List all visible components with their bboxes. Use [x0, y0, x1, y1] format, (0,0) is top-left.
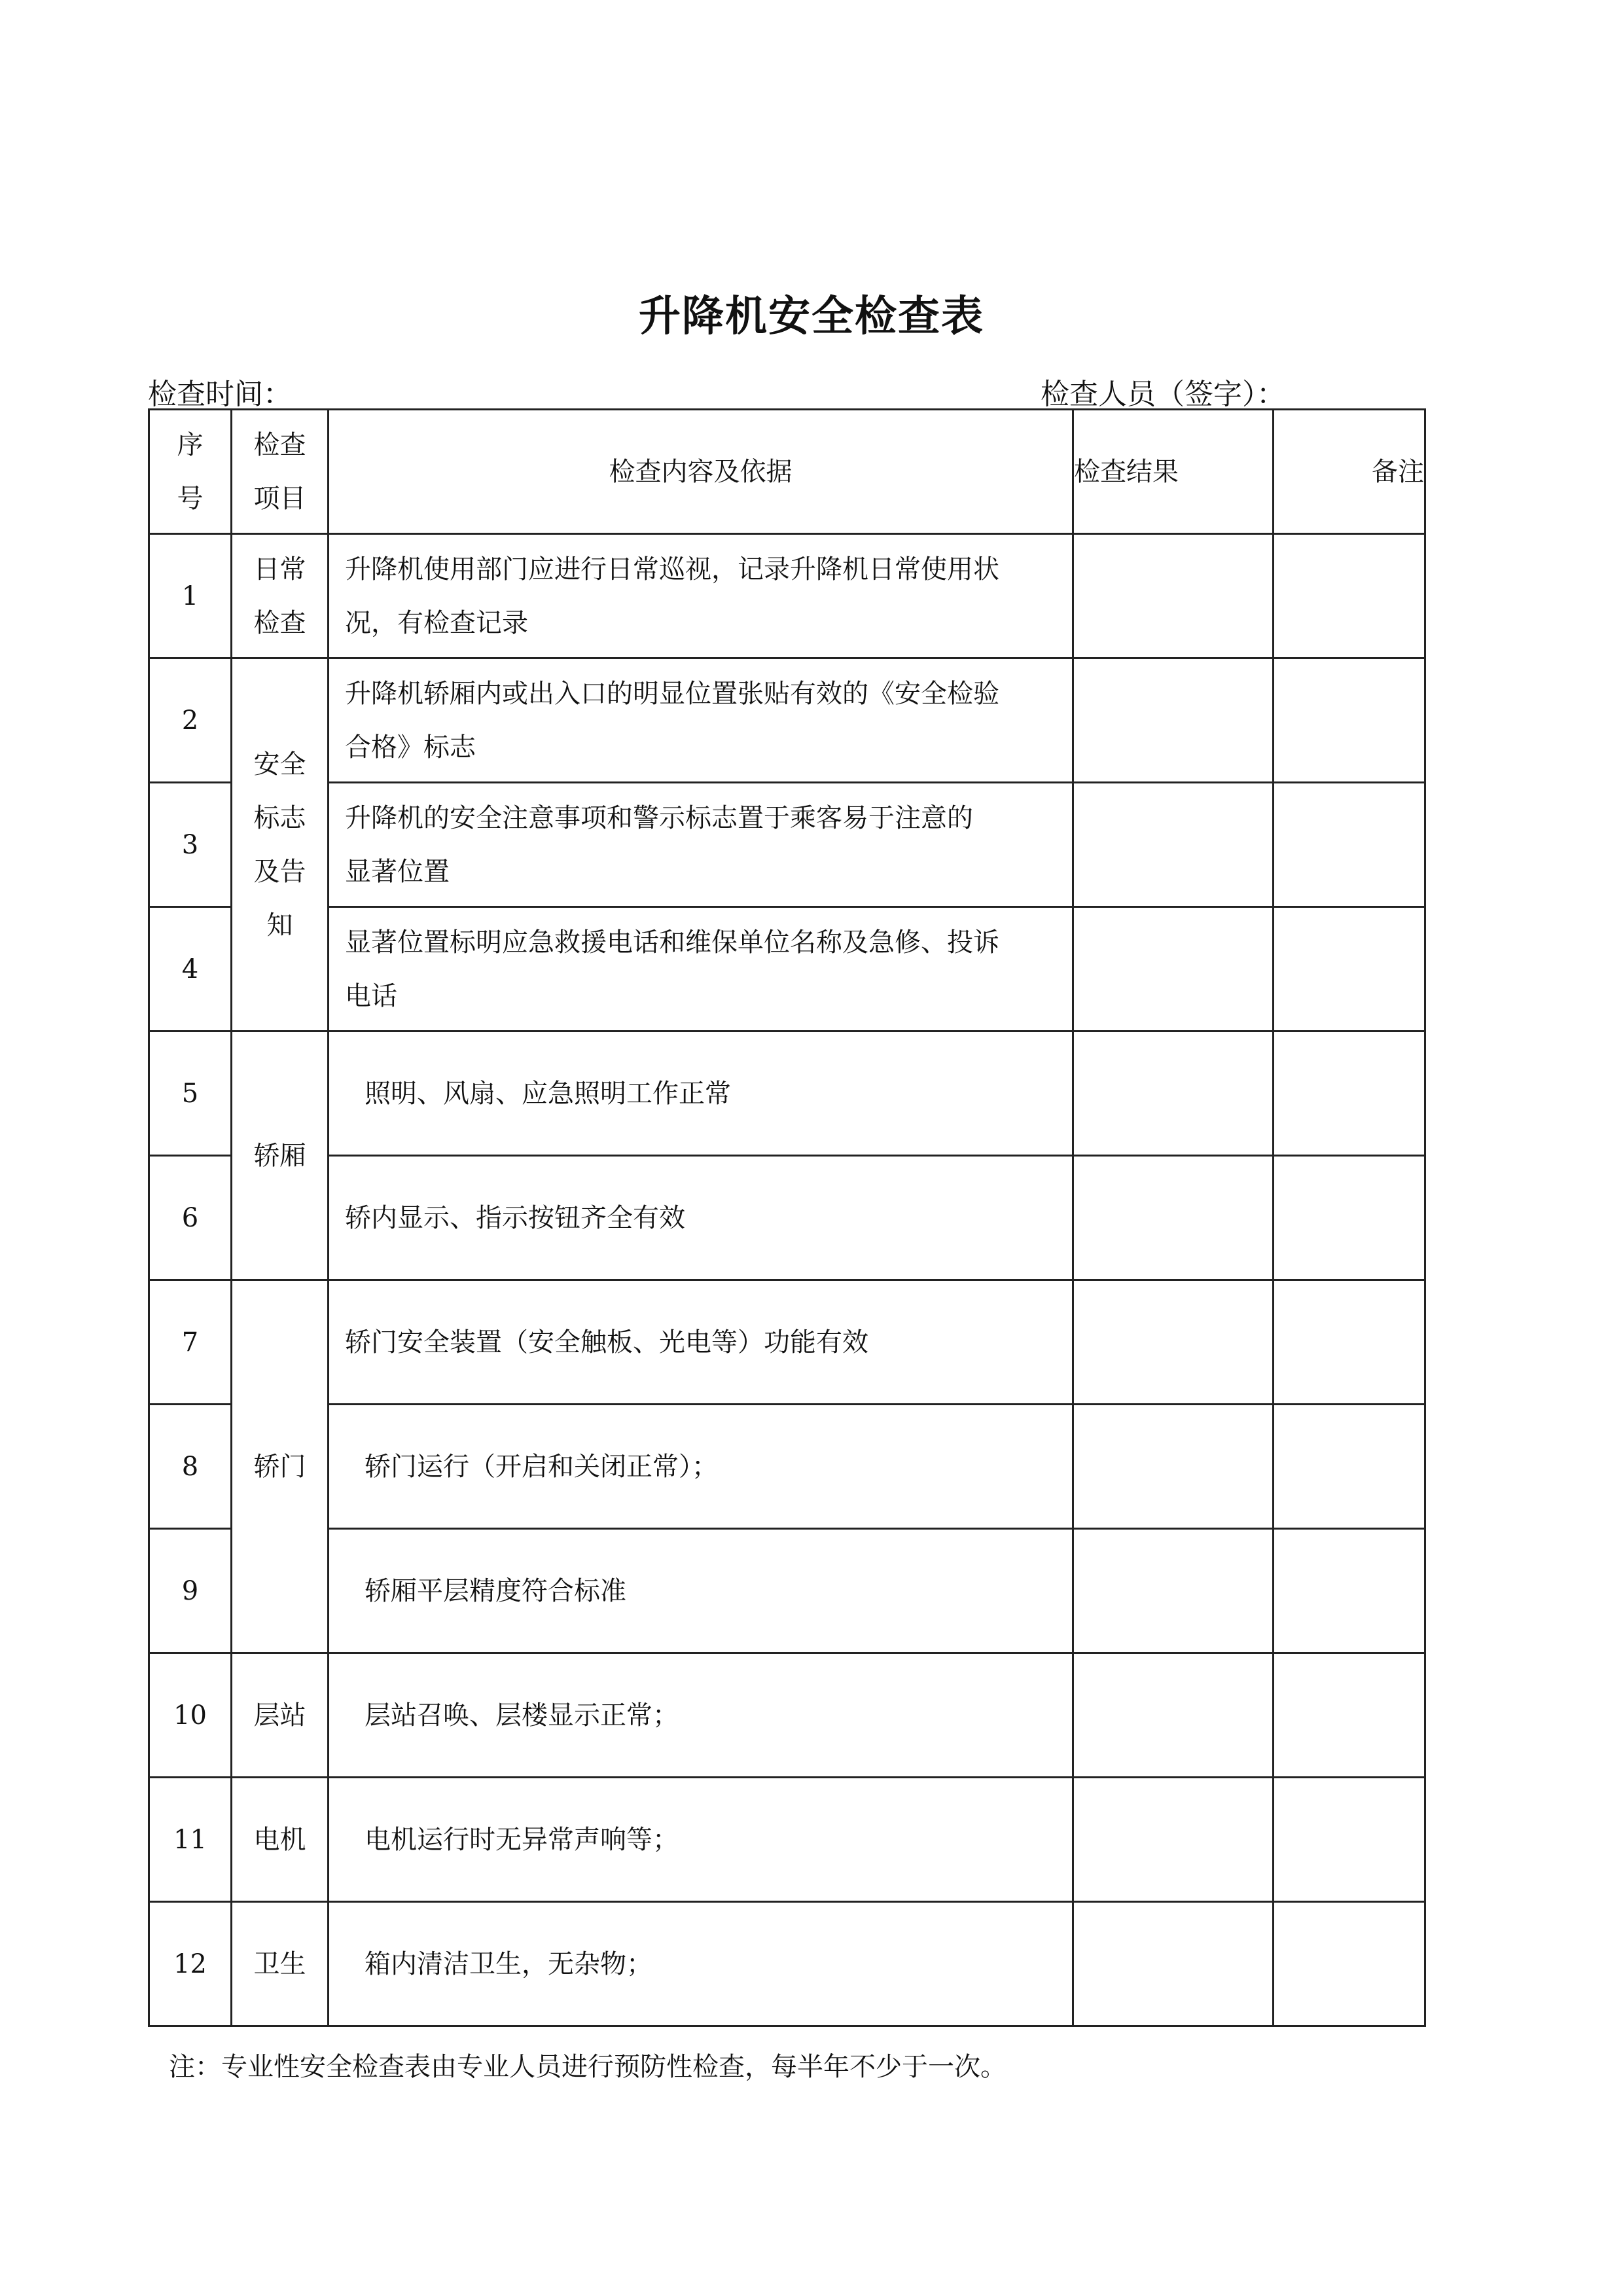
row-content: 轿门安全装置（安全触板、光电等）功能有效: [329, 1280, 1073, 1405]
row-no: 5: [149, 1031, 232, 1156]
row-content: 电机运行时无异常声响等；: [329, 1778, 1073, 1902]
row-no: 8: [149, 1405, 232, 1529]
remark-cell[interactable]: [1274, 534, 1425, 658]
result-cell[interactable]: [1073, 1653, 1274, 1778]
result-cell[interactable]: [1073, 1902, 1274, 2026]
row-no: 2: [149, 658, 232, 783]
remark-cell[interactable]: [1274, 1529, 1425, 1653]
inspection-time-label: 检查时间：: [148, 378, 292, 411]
row-content: 升降机使用部门应进行日常巡视，记录升降机日常使用状 况，有检查记录: [329, 534, 1073, 658]
header-no: 序 号: [149, 410, 232, 534]
header-remark: 备注: [1274, 410, 1425, 534]
result-cell[interactable]: [1073, 1405, 1274, 1529]
row-content: 升降机的安全注意事项和警示标志置于乘客易于注意的 显著位置: [329, 783, 1073, 907]
result-cell[interactable]: [1073, 658, 1274, 783]
table-row: [149, 1405, 1425, 1529]
group-daily-check: 日常 检查: [232, 534, 329, 658]
inspection-table: [148, 408, 1426, 2027]
result-cell[interactable]: [1073, 1280, 1274, 1405]
group-motor: 电机: [232, 1778, 329, 1902]
remark-cell[interactable]: [1274, 1156, 1425, 1280]
result-cell[interactable]: [1073, 1529, 1274, 1653]
remark-cell[interactable]: [1274, 1405, 1425, 1529]
row-no: 6: [149, 1156, 232, 1280]
group-safety-signs: 安全 标志 及告 知: [232, 658, 329, 1031]
header-result: 检查结果: [1073, 410, 1274, 534]
remark-cell[interactable]: [1274, 1653, 1425, 1778]
row-no: 4: [149, 907, 232, 1031]
row-content: 轿内显示、指示按钮齐全有效: [329, 1156, 1073, 1280]
remark-cell[interactable]: [1274, 1778, 1425, 1902]
header-content: 检查内容及依据: [329, 410, 1073, 534]
remark-cell[interactable]: [1274, 907, 1425, 1031]
row-no: 9: [149, 1529, 232, 1653]
result-cell[interactable]: [1073, 534, 1274, 658]
table-row: [149, 1778, 1425, 1902]
remark-cell[interactable]: [1274, 1902, 1425, 2026]
table-row: [149, 1156, 1425, 1280]
header-item: 检查 项目: [232, 410, 329, 534]
row-no: 10: [149, 1653, 232, 1778]
result-cell[interactable]: [1073, 907, 1274, 1031]
inspector-signature-label: 检查人员（签字）：: [1041, 378, 1285, 411]
table-row: [149, 1653, 1425, 1778]
group-cab: 轿厢: [232, 1031, 329, 1280]
row-content: 照明、风扇、应急照明工作正常: [329, 1031, 1073, 1156]
remark-cell[interactable]: [1274, 1031, 1425, 1156]
result-cell[interactable]: [1073, 1156, 1274, 1280]
result-cell[interactable]: [1073, 1031, 1274, 1156]
group-landing: 层站: [232, 1653, 329, 1778]
table-row: [149, 658, 1425, 783]
result-cell[interactable]: [1073, 1778, 1274, 1902]
row-no: 3: [149, 783, 232, 907]
remark-cell[interactable]: [1274, 658, 1425, 783]
row-content: 箱内清洁卫生，无杂物；: [329, 1902, 1073, 2026]
table-header-row: [149, 410, 1425, 534]
row-no: 12: [149, 1902, 232, 2026]
table-row: [149, 1529, 1425, 1653]
row-no: 1: [149, 534, 232, 658]
table-row: [149, 783, 1425, 907]
group-hygiene: 卫生: [232, 1902, 329, 2026]
remark-cell[interactable]: [1274, 783, 1425, 907]
page-title: 升降机安全检查表: [639, 293, 984, 341]
table-row: [149, 907, 1425, 1031]
row-content: 升降机轿厢内或出入口的明显位置张贴有效的《安全检验 合格》标志: [329, 658, 1073, 783]
remark-cell[interactable]: [1274, 1280, 1425, 1405]
table-row: [149, 1902, 1425, 2026]
table-row: [149, 534, 1425, 658]
table-row: [149, 1280, 1425, 1405]
table-row: [149, 1031, 1425, 1156]
row-content: 轿厢平层精度符合标准: [329, 1529, 1073, 1653]
row-no: 11: [149, 1778, 232, 1902]
row-no: 7: [149, 1280, 232, 1405]
row-content: 轿门运行（开启和关闭正常）；: [329, 1405, 1073, 1529]
row-content: 显著位置标明应急救援电话和维保单位名称及急修、投诉 电话: [329, 907, 1073, 1031]
group-car-door: 轿门: [232, 1280, 329, 1653]
result-cell[interactable]: [1073, 783, 1274, 907]
footnote: 注：专业性安全检查表由专业人员进行预防性检查，每半年不少于一次。: [169, 2052, 1007, 2082]
row-content: 层站召唤、层楼显示正常；: [329, 1653, 1073, 1778]
